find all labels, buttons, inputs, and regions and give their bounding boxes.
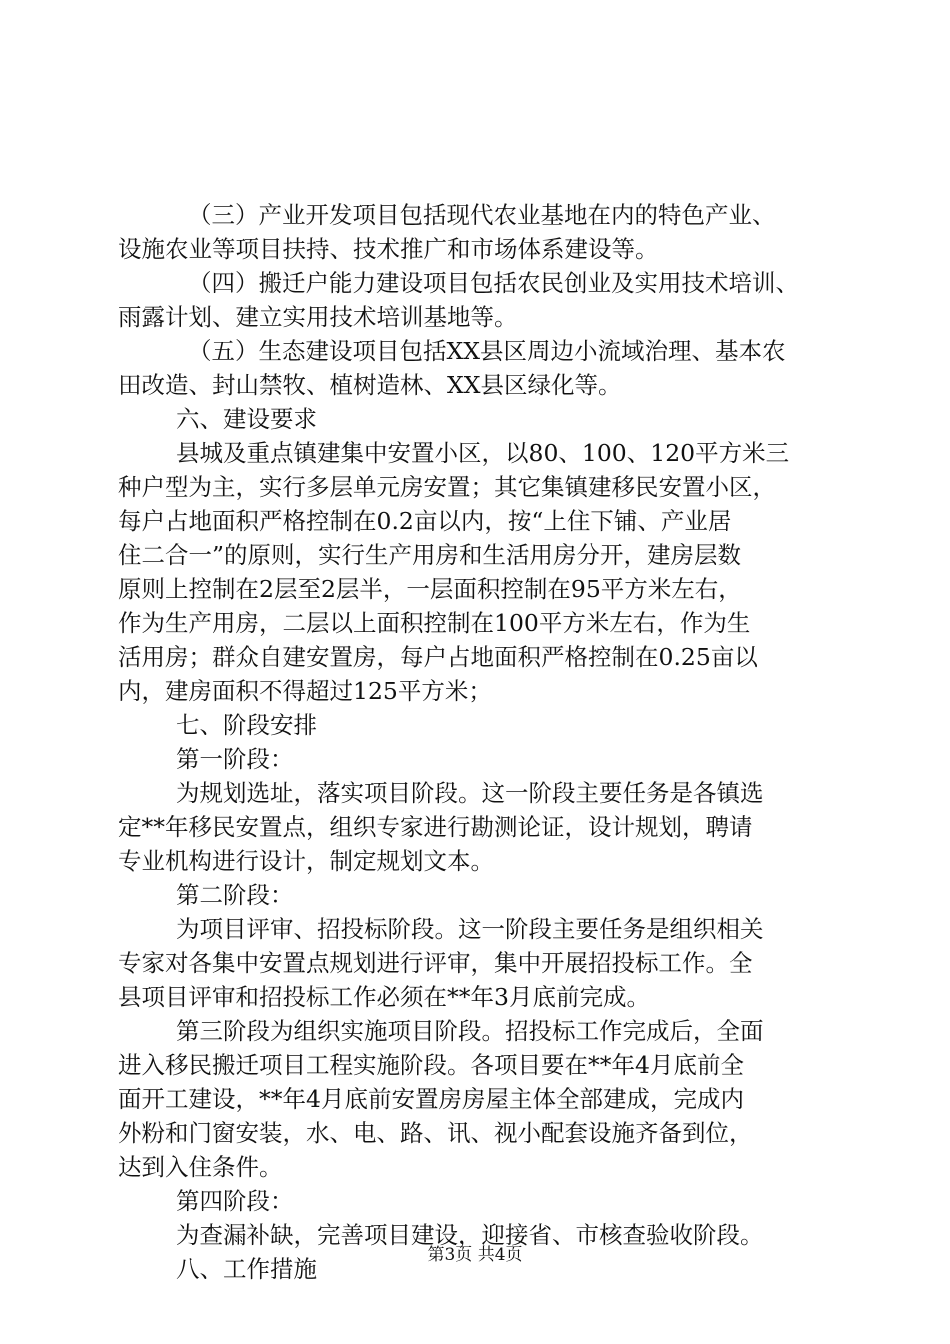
text-line: 原则上控制在2层至2层半，一层面积控制在95平方米左右， [118,575,742,603]
text-line: 内，建房面积不得超过125平方米； [118,677,492,705]
text-line: 种户型为主，实行多层单元房安置；其它集镇建移民安置小区， [118,473,776,501]
text-line: （三）产业开发项目包括现代农业基地在内的特色产业、 [188,201,776,229]
text-line: 专业机构进行设计，制定规划文本。 [118,847,494,875]
stage-heading: 第四阶段： [176,1187,294,1215]
text-line: 每户占地面积严格控制在0.2亩以内，按“上住下铺、产业居 [118,507,732,535]
text-line: 专家对各集中安置点规划进行评审，集中开展招投标工作。全 [118,949,753,977]
text-line: 田改造、封山禁牧、植树造林、XX县区绿化等。 [118,371,622,399]
text-line: 面开工建设，**年4月底前安置房房屋主体全部建成，完成内 [118,1085,744,1113]
text-line: 外粉和门窗安装，水、电、路、讯、视小配套设施齐备到位， [118,1119,753,1147]
text-line: 进入移民搬迁项目工程实施阶段。各项目要在**年4月底前全 [118,1051,744,1079]
text-line: 县城及重点镇建集中安置小区，以80、100、120平方米三 [176,439,790,467]
page-indicator: 第3页 共4页 [427,1245,523,1265]
text-line: 作为生产用房，二层以上面积控制在100平方米左右，作为生 [118,609,751,637]
text-line: 为查漏补缺，完善项目建设，迎接省、市核查验收阶段。 [176,1221,764,1249]
document-body [118,198,836,1286]
section-heading: 八、工作措施 [176,1255,317,1283]
text-line: 设施农业等项目扶持、技术推广和市场体系建设等。 [118,235,659,263]
stage-heading: 第二阶段： [176,881,294,909]
text-line: 雨露计划、建立实用技术培训基地等。 [118,303,518,331]
text-line: 定**年移民安置点，组织专家进行勘测论证，设计规划，聘请 [118,813,753,841]
section-heading: 七、阶段安排 [176,711,317,739]
text-line: 县项目评审和招投标工作必须在**年3月底前完成。 [118,983,650,1011]
text-line: 第三阶段为组织实施项目阶段。招投标工作完成后，全面 [176,1017,764,1045]
text-line: 为项目评审、招投标阶段。这一阶段主要任务是组织相关 [176,915,764,943]
text-line: 住二合一”的原则，实行生产用房和生活用房分开，建房层数 [118,541,742,569]
page-footer [0,1245,950,1265]
text-line: 为规划选址，落实项目阶段。这一阶段主要任务是各镇选 [176,779,764,807]
text-line: （四）搬迁户能力建设项目包括农民创业及实用技术培训、 [188,269,799,297]
text-line: （五）生态建设项目包括XX县区周边小流域治理、基本农 [188,337,786,365]
stage-heading: 第一阶段： [176,745,294,773]
text-line: 达到入住条件。 [118,1153,283,1181]
text-line: 活用房；群众自建安置房，每户占地面积严格控制在0.25亩以 [118,643,758,671]
section-heading: 六、建设要求 [176,405,317,433]
